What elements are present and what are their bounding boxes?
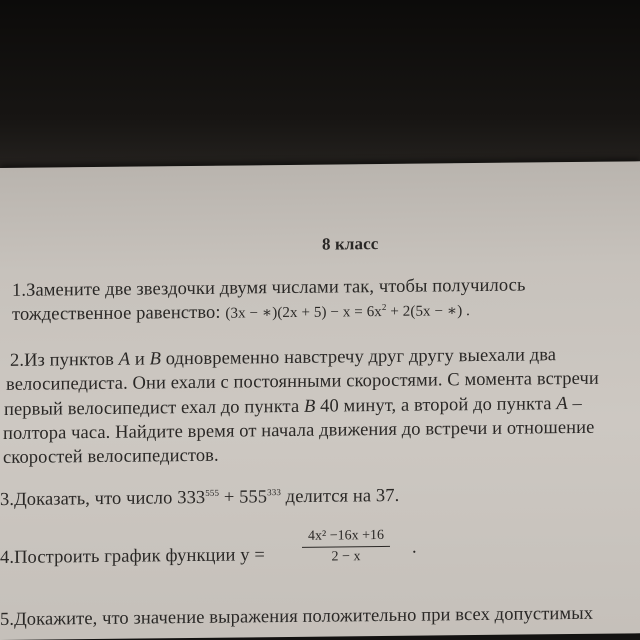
problem-1-line-1: 1.Замените две звездочки двумя числами так, чтобы получилось (12, 275, 526, 301)
worksheet-paper (0, 161, 640, 640)
problem-2-line-3: первый велосипедист ехал до пункта B 40 минут, а второй до пункта A – (4, 393, 582, 420)
problem-2-line-5: скоростей велосипедистов. (3, 445, 219, 468)
problem-2-line-4: полтора часа. Найдите время от начала движения до встречи и отношение (3, 417, 595, 444)
fraction-denominator: 2 − x (331, 549, 361, 565)
grade-title: 8 класс (322, 234, 379, 254)
fraction-numerator: 4x² −16x +16 (302, 528, 390, 548)
problem-1-line-2 (12, 300, 470, 326)
problem-4-fraction (302, 528, 390, 566)
problem-4-period: . (412, 537, 417, 558)
problem-2-line-1: 2.Из пунктов A и B одновременно навстречу друг другу выехали два (10, 345, 557, 371)
problem-1-text: тождественное равенство: (12, 302, 221, 325)
problem-2-line-2: велосипедиста. Они ехали с постоянными скоростями. С момента встречи (6, 368, 599, 395)
problem-4-text: 4.Построить график функции у = (0, 545, 265, 568)
problem-5-line-1: 5.Докажите, что значение выражения положительно при всех допустимых (0, 603, 594, 630)
background-table (0, 0, 640, 170)
problem-3: 3.Доказать, что число $333^{555} + 555^{333}$ делится на 37. (0, 485, 400, 511)
problem-1-equation: (3x − ∗)(2x + $5) - x = 6x^2 + 2(5x$ − ∗) . (225, 301, 471, 322)
